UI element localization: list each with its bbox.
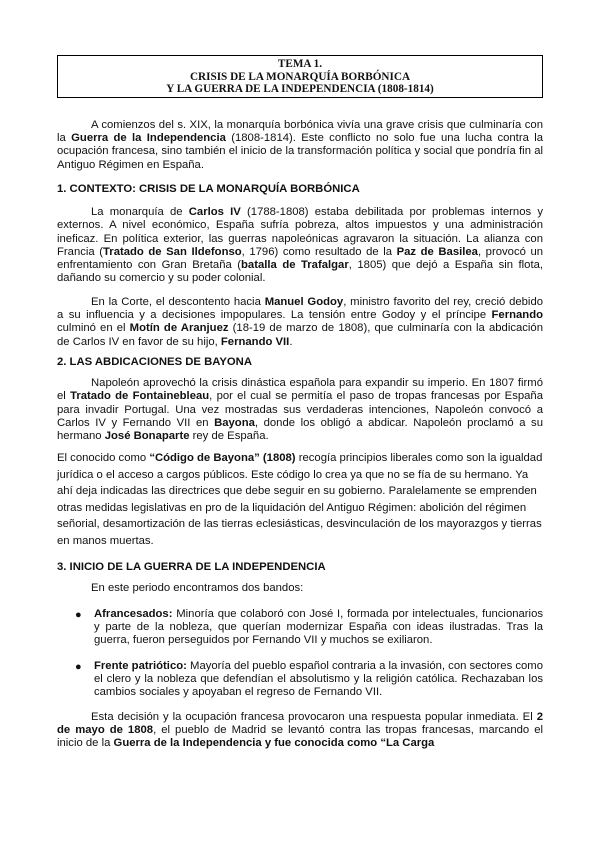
list-item bbox=[57, 608, 543, 648]
text-run: , ministro favorito del rey, creció debido a su influencia y a decisiones impopulares. La tensión entre Godoy y el príncipe bbox=[57, 295, 544, 322]
text-run: (1788-1808) estaba debilitada por problemas internos y externos. A nivel económico, España sufría pobreza, altos impuestos y una administración ineficaz. En política exterior, las guerras napoleónicas agravaron la situación. La alianza con Francia ( bbox=[57, 205, 543, 258]
bold-term: Tratado de San Ildefonso bbox=[103, 245, 242, 258]
bold-term: Guerra de la Independencia y fue conocida como “La Carga bbox=[113, 737, 435, 750]
title-box bbox=[57, 55, 543, 98]
bullet-dot-icon: ● bbox=[75, 660, 82, 673]
section-3-lead: En este periodo encontramos dos bandos: bbox=[91, 582, 304, 595]
text-run: , 1805) que dejó a España sin flota, dañando su comercio y su poder colonial. bbox=[57, 259, 544, 285]
bold-term: Afrancesados: bbox=[94, 607, 173, 620]
bold-term: Tratado de Fontainebleau bbox=[70, 390, 210, 403]
document-page bbox=[57, 55, 543, 750]
section-2-paragraph-2 bbox=[57, 450, 543, 549]
bold-term: Fernando bbox=[491, 309, 543, 322]
text-run: , por el cual se permitía el paso de tropas francesas por España para invadir Portugal. Una vez mostradas sus verdaderas intenciones, Napoleón convocó a Carlos IV y Fernando VII en bbox=[57, 390, 543, 429]
section-3-closing-paragraph bbox=[57, 711, 543, 751]
bold-term: Manuel Godoy bbox=[264, 295, 344, 308]
bold-term: Carlos IV bbox=[188, 205, 241, 218]
text-run: , provocó un enfrentamiento con Gran Bretaña ( bbox=[57, 245, 544, 272]
text-run: culminó en el bbox=[57, 322, 130, 335]
bold-term: 2 de mayo de 1808 bbox=[57, 710, 543, 736]
bold-term: Guerra de la Independencia bbox=[71, 132, 226, 145]
section-1-paragraph-2 bbox=[57, 296, 543, 349]
bullet-dot-icon: ● bbox=[75, 608, 82, 621]
bold-term: Paz de Basilea bbox=[396, 245, 478, 258]
section-1-heading: 1. CONTEXTO: CRISIS DE LA MONARQUÍA BORBÓNICA bbox=[57, 182, 360, 195]
text-run: Napoleón aprovechó la crisis dinástica española para expandir su imperio. En 1807 firmó el bbox=[57, 376, 543, 403]
title-line-1: TEMA 1. bbox=[277, 58, 323, 70]
section-3-heading: 3. INICIO DE LA GUERRA DE LA INDEPENDENCIA bbox=[57, 561, 326, 574]
bold-term: Frente patriótico: bbox=[94, 659, 187, 672]
list-item bbox=[57, 660, 543, 700]
text-run: rey de España. bbox=[189, 430, 269, 443]
bold-term: Bayona bbox=[214, 416, 255, 429]
title-line-2: CRISIS DE LA MONARQUÍA BORBÓNICA bbox=[189, 70, 411, 83]
text-run: El conocido como bbox=[57, 452, 150, 465]
bold-term: José Bonaparte bbox=[104, 430, 190, 443]
text-run: Minoría que colaboró con José I, formada por intelectuales, funcionarios y parte de la nobleza, que querían modernizar España con ideas ilustradas. Tras la guerra, fueron perseguidos por Fernando VII y muchos se exiliaron. bbox=[94, 607, 543, 647]
section-2-heading: 2. LAS ABDICACIONES DE BAYONA bbox=[57, 355, 253, 368]
bold-term: “Código de Bayona” (1808) bbox=[149, 452, 296, 465]
text-run: (1808-1814). Este conflicto no solo fue una lucha contra la ocupación francesa, sino también el inicio de la transformación política y social que pondría fin al Antiguo Régimen en España. bbox=[57, 132, 543, 171]
text-run: , 1796) como resultado de la bbox=[241, 245, 397, 258]
section-1-paragraph-1 bbox=[57, 206, 543, 286]
text-run: , el pueblo de Madrid se levantó contra las tropas francesas, marcando el inicio de la bbox=[57, 723, 543, 750]
bold-term: batalla de Trafalgar bbox=[241, 259, 349, 272]
bold-term: Motín de Aranjuez bbox=[129, 322, 229, 335]
text-run: Mayoría del pueblo español contraria a la invasión, con sectores como el clero y la nobleza que defendían el absolutismo y la religión católica. Rechazaban los cambios sociales y apoyaban el regreso de Fernando VII. bbox=[94, 659, 543, 699]
bold-term: Fernando VII bbox=[220, 335, 290, 348]
text-run: , donde los obligó a abdicar. Napoleón proclamó a su hermano bbox=[57, 416, 543, 443]
text-run: La monarquía de bbox=[91, 205, 189, 218]
text-run: recogía principios liberales como son la igualdad jurídica o el acceso a cargos públicos. Este código lo crea ya que no se fía de su hermano. Ya ahí deja indicadas las directrices que debe seguir en su gobierno. Paralelamente se emprenden otras medidas legislativas en pro de la liquidación del Antiguo Régimen: abolición del régimen señorial, desamortización de las tierras eclesiásticas, desvinculación de los mayorazgos y tierras en manos muertas. bbox=[57, 452, 543, 547]
text-run: Esta decisión y la ocupación francesa provocaron una respuesta popular inmediata. El bbox=[91, 710, 537, 723]
text-run: En la Corte, el descontento hacia bbox=[91, 295, 265, 308]
title-line-3: Y LA GUERRA DE LA INDEPENDENCIA (1808-1814) bbox=[166, 83, 434, 96]
text-run: . bbox=[289, 335, 293, 348]
faction-list bbox=[57, 608, 543, 700]
text-run: A comienzos del s. XIX, la monarquía borbónica vivía una grave crisis que culminaría con la bbox=[57, 118, 543, 145]
text-run: (18-19 de marzo de 1808), que culminaría con la abdicación de Carlos IV en favor de su hijo, bbox=[57, 322, 543, 348]
section-2-paragraph-1 bbox=[57, 377, 543, 443]
intro-paragraph bbox=[57, 119, 543, 172]
